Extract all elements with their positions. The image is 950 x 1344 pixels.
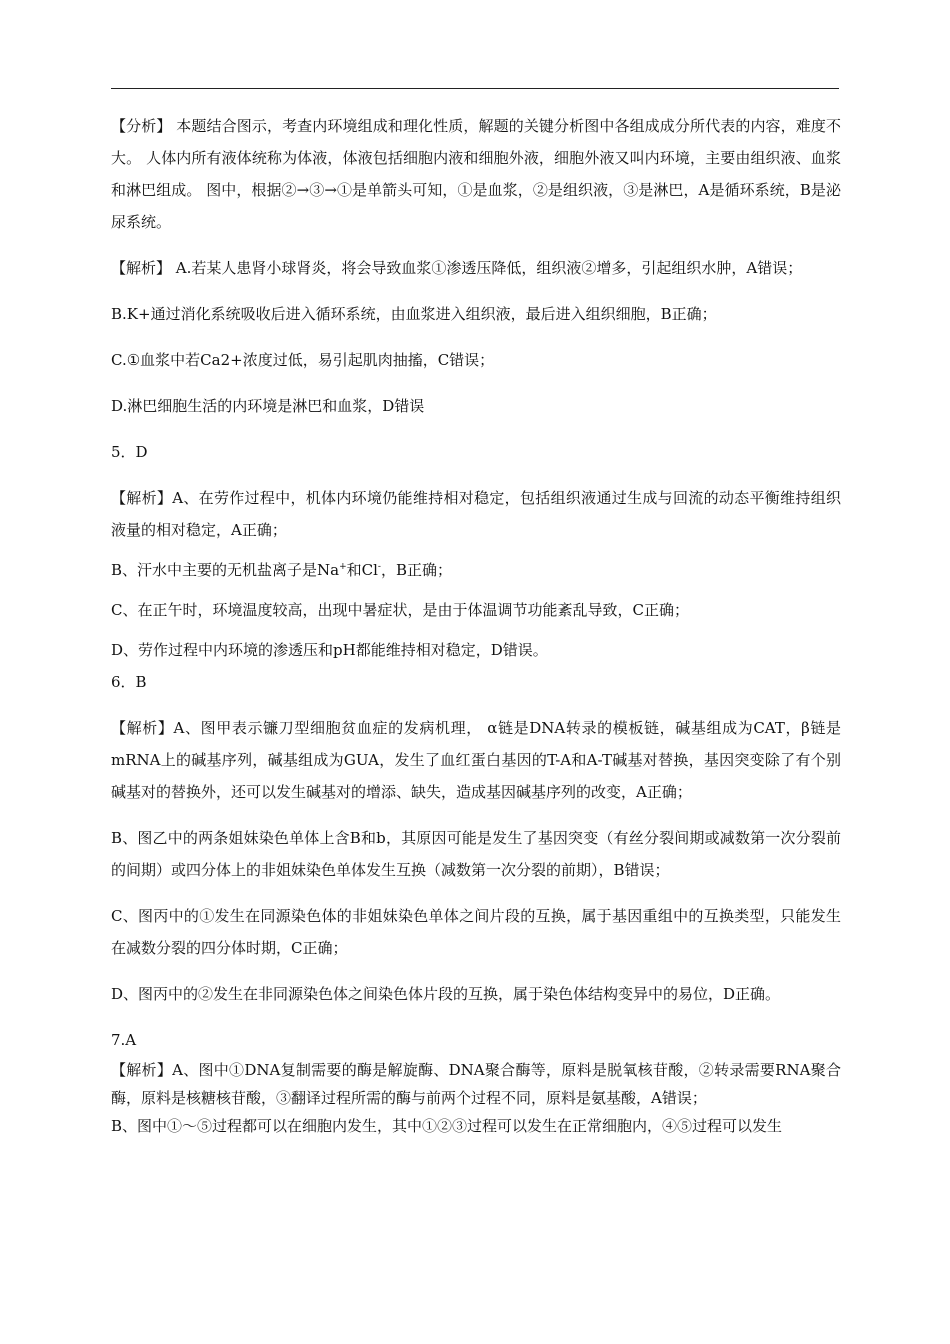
- document-body: [111, 110, 841, 1140]
- explanation-d: D.淋巴细胞生活的内环境是淋巴和血浆，D错误: [111, 397, 425, 415]
- q7-explanation-b: B、图中①～⑤过程都可以在细胞内发生，其中①②③过程可以发生在正常细胞内，④⑤过程可以发生: [111, 1117, 783, 1135]
- answer-6: 6．B: [111, 673, 147, 691]
- q5-explanation-d: D、劳作过程中内环境的渗透压和pH都能维持相对稳定，D错误。: [111, 641, 548, 659]
- q7-explanation-a: 【解析】A、图中①DNA复制需要的酶是解旋酶、DNA聚合酶等，原料是脱氧核苷酸，②转录需要RNA聚合酶，原料是核糖核苷酸，③翻译过程所需的酶与前两个过程不同，原料是氨基酸，A错误；: [111, 1061, 841, 1107]
- answer-7: 7.A: [111, 1031, 137, 1049]
- q5-explanation-c: C、在正午时，环境温度较高，出现中暑症状，是由于体温调节功能紊乱导致，C正确；: [111, 601, 689, 619]
- q5-explanation-a: 【解析】A、在劳作过程中，机体内环境仍能维持相对稳定，包括组织液通过生成与回流的动态平衡维持组织液量的相对稳定，A正确；: [111, 489, 841, 539]
- explanation-c: C.①血浆中若Ca2+浓度过低，易引起肌肉抽搐，C错误；: [111, 351, 495, 369]
- q6-explanation-a: 【解析】A、图甲表示镰刀型细胞贫血症的发病机理， α链是DNA转录的模板链，碱基组成为CAT，β链是mRNA上的碱基序列，碱基组成为GUA，发生了血红蛋白基因的T-A和A-T碱基对替换，基因突变除了有个别碱基对的替换外，还可以发生碱基对的增添、缺失，造成基因碱基序列的改变，A正确；: [111, 719, 841, 801]
- explanation-a: 【解析】 A.若某人患肾小球肾炎，将会导致血浆①渗透压降低，组织液②增多，引起组织水肿，A错误；: [111, 259, 803, 277]
- header-rule: [111, 88, 839, 89]
- q6-explanation-b: B、图乙中的两条姐妹染色单体上含B和b，其原因可能是发生了基因突变（有丝分裂间期或减数第一次分裂前的间期）或四分体上的非姐妹染色单体发生互换（减数第一次分裂的前期），B错误；: [111, 829, 841, 879]
- analysis-paragraph: 【分析】 本题结合图示，考查内环境组成和理化性质，解题的关键分析图中各组成成分所代表的内容，难度不大。 人体内所有液体统称为体液，体液包括细胞内液和细胞外液，细胞外液又叫内环境，主要由组织液、血浆和淋巴组成。 图中，根据②→③→①是单箭头可知，①是血浆，②是组织液，③是淋巴，A是循环系统，B是泌尿系统。: [111, 117, 841, 231]
- q5-explanation-b: B、汗水中主要的无机盐离子是Na+和Cl-，B正确；: [111, 561, 452, 579]
- explanation-b: B.K+通过消化系统吸收后进入循环系统，由血浆进入组织液，最后进入组织细胞，B正确；: [111, 305, 717, 323]
- q6-explanation-c: C、图丙中的①发生在同源染色体的非姐妹染色单体之间片段的互换，属于基因重组中的互换类型，只能发生在减数分裂的四分体时期，C正确；: [111, 907, 841, 957]
- answer-5: 5．D: [111, 443, 148, 461]
- q6-explanation-d: D、图丙中的②发生在非同源染色体之间染色体片段的互换，属于染色体结构变异中的易位，D正确。: [111, 985, 781, 1003]
